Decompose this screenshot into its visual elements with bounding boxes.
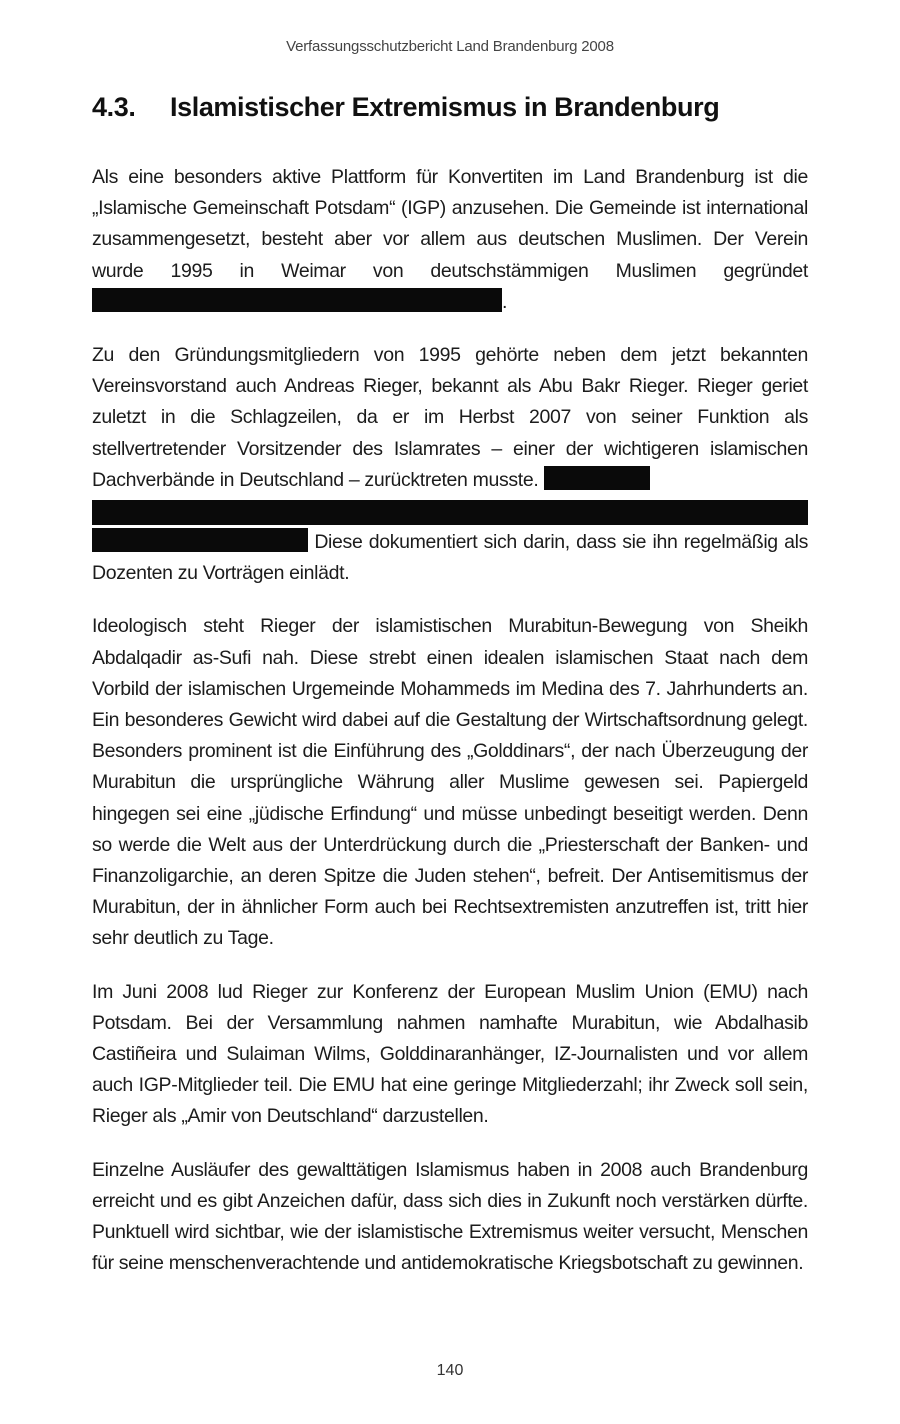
redaction-bar — [544, 466, 650, 490]
page-number: 140 — [436, 1362, 464, 1379]
running-header: Verfassungsschutzbericht Land Brandenburg 2008 — [286, 38, 614, 55]
paragraph-1 — [92, 162, 808, 318]
paragraph-1-end: . — [502, 290, 508, 313]
paragraph-2-continuation: Diese dokumentiert sich darin, dass sie ihn regelmäßig als Dozenten zu Vorträgen einlädt. — [92, 531, 808, 585]
redaction-bar — [92, 288, 502, 312]
paragraph-2 — [92, 340, 808, 589]
paragraph-1-text: Als eine besonders aktive Plattform für Konvertiten im Land Brandenburg ist die „Islamische Gemeinschaft Potsdam“ (IGP) anzusehen. Die Gemeinde ist international zusammengesetzt, besteht aber vor allem aus deutschen Muslimen. Der Verein wurde 1995 in Weimar von deutschstämmigen Muslimen gegründet — [92, 166, 808, 282]
section-number: 4.3. — [92, 92, 136, 122]
redaction-block — [92, 500, 808, 525]
paragraph-4: Im Juni 2008 lud Rieger zur Konferenz der European Muslim Union (EMU) nach Potsdam. Bei der Versammlung nahmen namhafte Murabitun, wie Abdalhasib Castiñeira und Sulaiman Wilms, Golddinaranhänger, IZ-Journalisten und vor allem auch IGP-Mitglieder teil. Die EMU hat eine geringe Mitgliederzahl; ihr Zweck soll sein, Rieger als „Amir von Deutschland“ darzustellen. — [92, 980, 808, 1128]
section-heading — [92, 92, 719, 123]
paragraph-2-text: Zu den Gründungsmitgliedern von 1995 gehörte neben dem jetzt bekannten Vereinsvorstand auch Andreas Rieger, bekannt als Abu Bakr Rieger. Rieger geriet zuletzt in die Schlagzeilen, da er im Herbst 2007 von seiner Funktion als stellvertretender Vorsitzender des Islamrates – einer der wichtigeren islamischen Dachverbände in Deutschland – zurücktreten musste. — [92, 344, 808, 491]
paragraph-5: Einzelne Ausläufer des gewalttätigen Islamismus haben in 2008 auch Brandenburg erreicht und es gibt Anzeichen dafür, dass sich dies in Zukunft noch verstärken dürfte. Punktuell wird sichtbar, wie der islamistische Extremismus weiter versucht, Menschen für seine menschenverachtende und antidemokratische Kriegsbotschaft zu gewinnen. — [92, 1158, 808, 1275]
body-text — [92, 162, 808, 1302]
paragraph-3: Ideologisch steht Rieger der islamistischen Murabitun-Bewegung von Sheikh Abdalqadir as-Sufi nah. Diese strebt einen idealen islamischen Staat nach dem Vorbild der islamischen Urgemeinde Mohammeds im Medina des 7. Jahrhunderts an. Ein besonderes Gewicht wird dabei auf die Gestaltung der Wirtschaftsordnung gelegt. Besonders prominent ist die Einführung des „Golddinars“, der nach Überzeugung der Murabitun die ursprüngliche Währung aller Muslime gewesen sei. Papiergeld hingegen sei eine „jüdische Erfindung“ und müsse unbedingt beseitigt werden. Denn so werde die Welt aus der Unterdrückung durch die „Priesterschaft der Banken- und Finanzoligarchie, an deren Spitze die Juden stehen“, befreit. Der Antisemitismus der Murabitun, der in ähnlicher Form auch bei Rechtsextremisten anzutreffen ist, tritt hier sehr deutlich zu Tage. — [92, 615, 808, 950]
section-title: Islamistischer Extremismus in Brandenburg — [170, 92, 720, 122]
redaction-bar — [92, 528, 308, 552]
